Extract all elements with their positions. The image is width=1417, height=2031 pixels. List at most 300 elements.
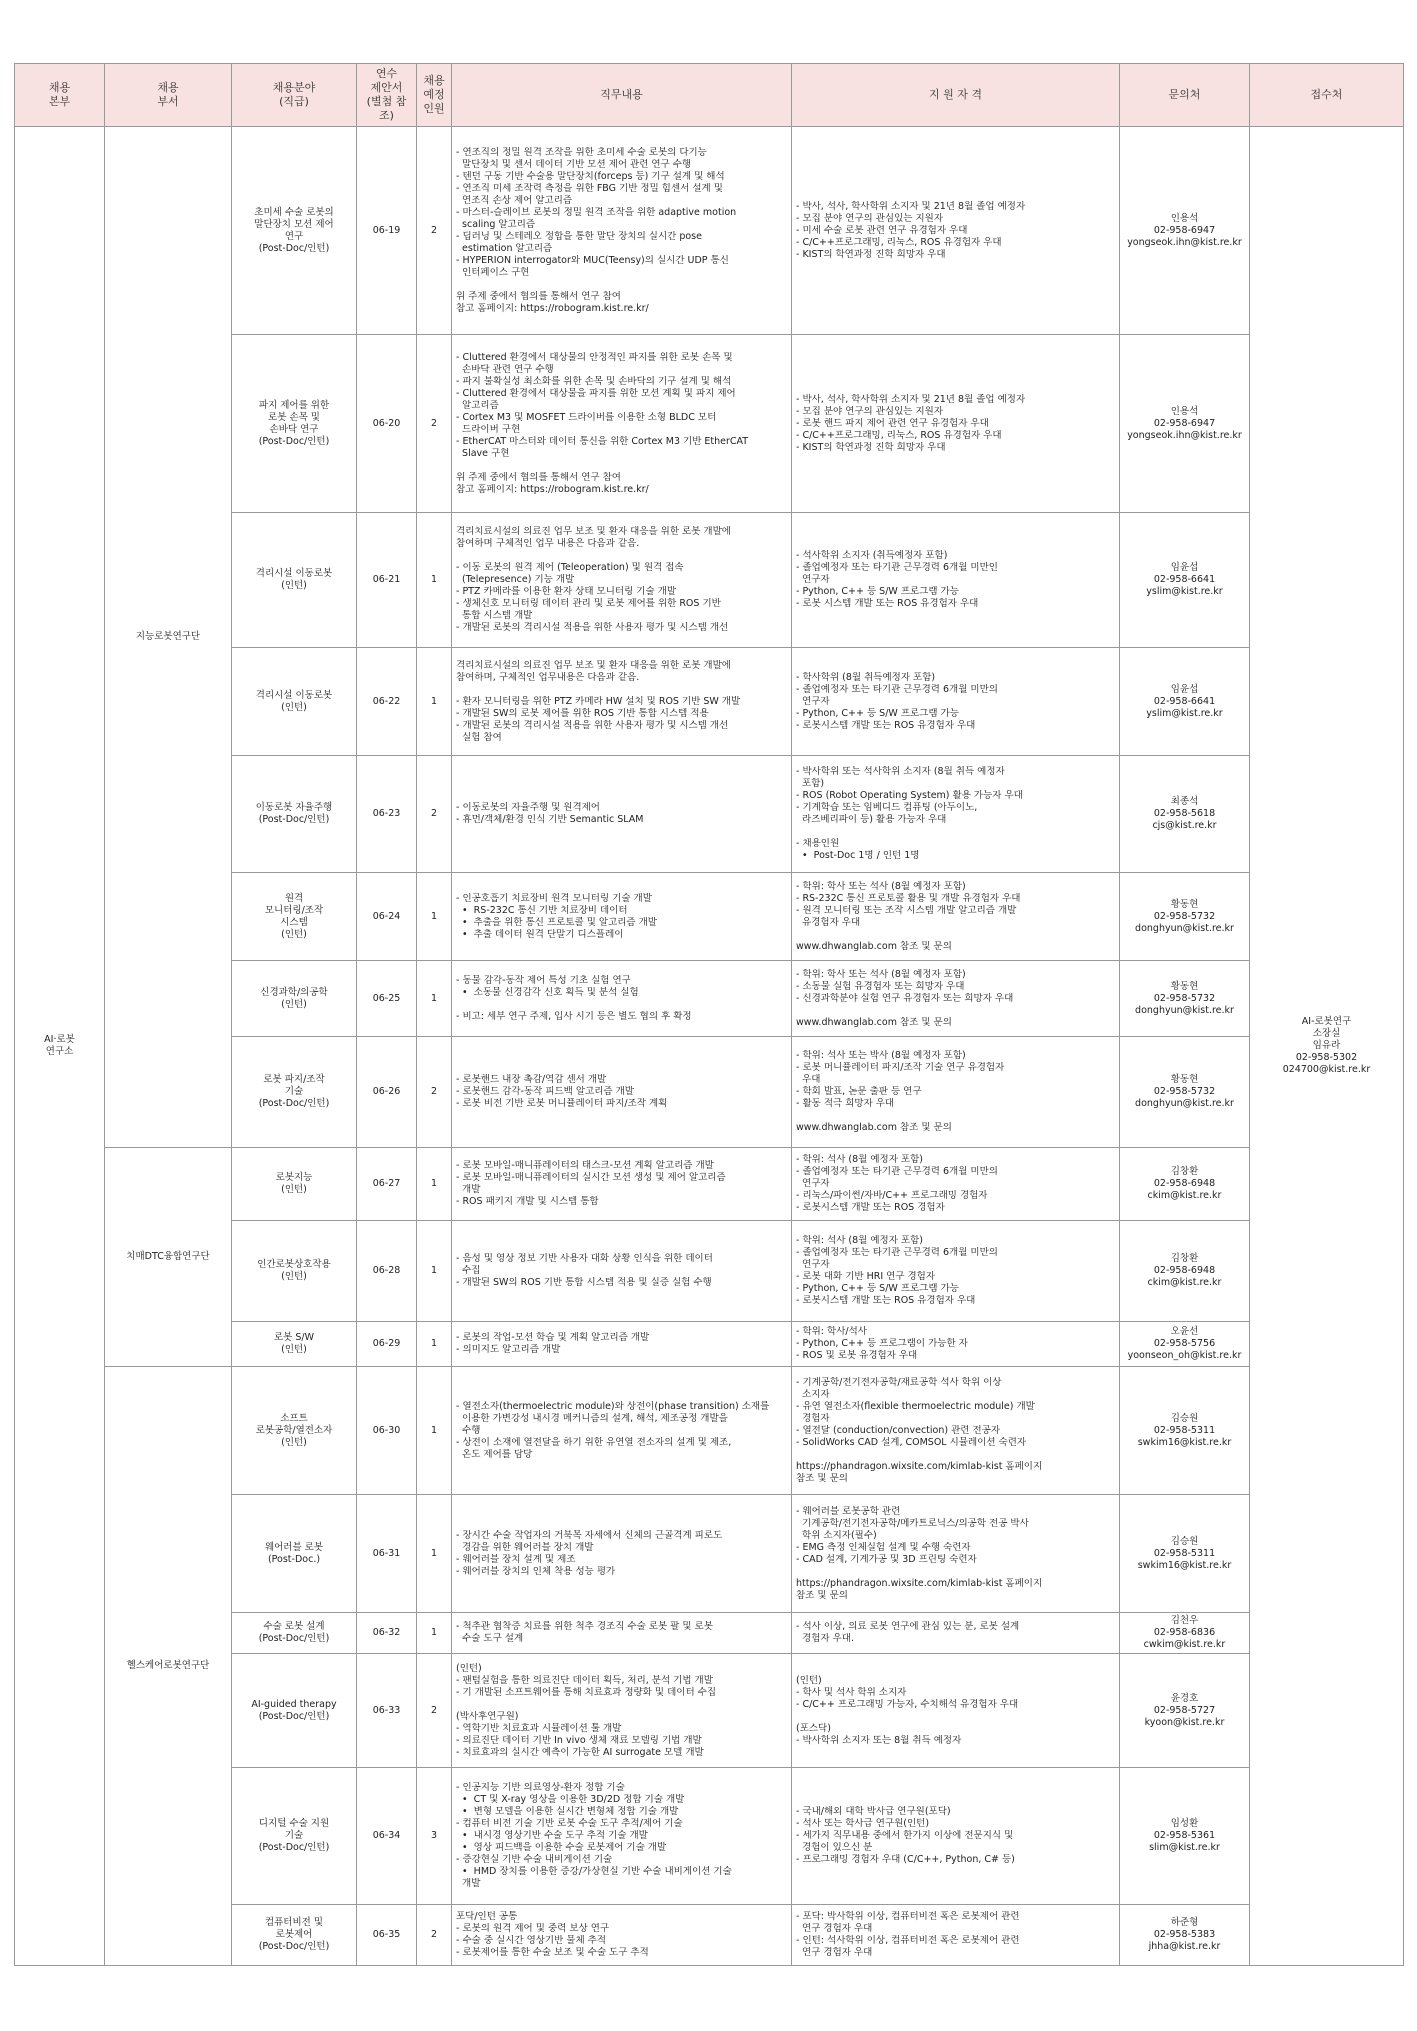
duty-line: - 개발된 로봇의 격리시설 적용을 위한 사용자 평가 및 시스템 개선 [456, 719, 729, 731]
hire-count: 1 [417, 1613, 452, 1654]
proposal-code: 06-27 [357, 1148, 417, 1221]
duty-line: • 추출을 위한 통신 프로토콜 및 알고리즘 개발 [456, 916, 657, 928]
duty-line: - 텐던 구동 기반 수술용 말단장치(forceps 등) 기구 설계 및 해석 [456, 170, 725, 182]
qualifications-cell [792, 1367, 1120, 1495]
table-row [15, 1148, 1404, 1221]
duty-line: (Telepresence) 기능 개발 [456, 574, 575, 585]
qualification-line: - RS-232C 통신 프로토콜 활용 및 개발 유경험자 우대 [796, 892, 1021, 904]
duty-line: • 내시경 영상기반 수술 도구 추적 기술 개발 [456, 1830, 648, 1841]
qualification-line: - 프로그래밍 경험자 우대 (C/C++, Python, C# 등) [796, 1854, 1015, 1865]
duty-line: - 웨어러블 장치의 인체 착용 성능 평가 [456, 1565, 616, 1577]
field-cell: 신경과학/의공학 (인턴) [232, 961, 357, 1037]
duty-line: - 로봇의 작업-모션 학습 및 계획 알고리즘 개발 [456, 1332, 650, 1343]
duty-line: - 열전소자(thermoelectric module)와 상전이(phase transition) 소재를 [456, 1400, 770, 1412]
field-cell: 컴퓨터비전 및 로봇제어 (Post-Doc/인턴) [232, 1905, 357, 1966]
qualification-line: 기계공학/전기전자공학/메카트로닉스/의공학 전공 박사 [796, 1517, 1029, 1529]
qualification-line: - 박사, 석사, 학사학위 소지자 및 21년 8월 졸업 예정자 [796, 200, 1026, 212]
duty-line: - 척추관 협착증 치료를 위한 척추 경조직 수술 로봇 팔 및 로봇 [456, 1621, 713, 1632]
duty-line: scaling 알고리즘 [456, 218, 536, 230]
duty-line: 수행 [456, 1424, 481, 1436]
duties-cell [452, 1654, 792, 1768]
qualification-line: 라즈베리파이 등) 활용 가능자 우대 [796, 814, 947, 825]
duty-line: - 생체신호 모니터링 데이터 관리 및 로봇 제어를 위한 ROS 기반 [456, 598, 721, 609]
contact-cell: 김승원 02-958-5311 swkim16@kist.re.kr [1120, 1367, 1250, 1495]
duty-line: - 딥러닝 및 스테레오 정합을 통한 말단 장치의 실시간 pose [456, 230, 702, 242]
duty-line: 위 주제 중에서 협의를 통해서 연구 참여 [456, 471, 621, 483]
proposal-code: 06-30 [357, 1367, 417, 1495]
qualification-line: - 로봇시스템 개발 또는 ROS 경험자 [796, 1202, 945, 1213]
qualifications-cell [792, 513, 1120, 648]
duty-line: - 의미지도 알고리즘 개발 [456, 1344, 561, 1355]
qualification-line: - KIST의 학연과정 진학 희망자 우대 [796, 248, 946, 260]
duties-cell [452, 513, 792, 648]
hire-count: 1 [417, 961, 452, 1037]
hire-count: 1 [417, 1221, 452, 1322]
qualification-line: (인턴) [796, 1674, 822, 1686]
duty-line: - 개발된 로봇의 격리시설 적용을 위한 사용자 평가 및 시스템 개선 [456, 622, 729, 633]
qualification-line: 학위 소지자(필수) [796, 1529, 877, 1541]
qualification-line: - 학사 및 석사 학위 소지자 [796, 1686, 907, 1698]
qualification-line: 경험자 우대. [796, 1633, 854, 1644]
contact-cell: 황동현 02-958-5732 donghyun@kist.re.kr [1120, 961, 1250, 1037]
duty-line: 경감을 위한 웨어러블 장치 개발 [456, 1541, 594, 1553]
field-cell: 소프트 로봇공학/열전소자 (인턴) [232, 1367, 357, 1495]
qualification-line: - 국내/해외 대학 박사급 연구원(포닥) [796, 1806, 951, 1817]
qualification-line: - 박사학위 또는 석사학위 소지자 (8월 취득 예정자 [796, 766, 1005, 777]
duty-line: - 증강현실 기반 수술 내비게이션 기술 [456, 1854, 613, 1865]
qualification-line: - SolidWorks CAD 설계, COMSOL 시뮬레이션 숙련자 [796, 1436, 1027, 1448]
proposal-code: 06-20 [357, 335, 417, 513]
field-cell: AI-guided therapy (Post-Doc/인턴) [232, 1654, 357, 1768]
duty-line: 통합 시스템 개발 [456, 610, 533, 621]
field-cell: 수술 로봇 설계 (Post-Doc/인턴) [232, 1613, 357, 1654]
duty-line: 손바닥 관련 연구 수행 [456, 363, 554, 375]
duties-cell [452, 1495, 792, 1613]
table-row [15, 1367, 1404, 1495]
hire-count: 2 [417, 756, 452, 873]
header-row [15, 64, 1404, 127]
qualification-line: - 웨어러블 로봇공학 관련 [796, 1505, 901, 1517]
qualification-line: - 로봇 머니퓰레이터 파지/조작 기술 연구 유경험자 [796, 1062, 1005, 1073]
qualification-line: - 졸업예정자 또는 타기관 근무경력 6개월 미만의 [796, 683, 998, 695]
duty-line: - 로봇 비전 기반 로봇 머니퓰레이터 파지/조작 계획 [456, 1098, 668, 1109]
duty-line: 실험 참여 [456, 731, 502, 743]
qualification-line: - C/C++ 프로그래밍 가능자, 수치해석 유경험자 우대 [796, 1698, 1019, 1710]
contact-cell: 임윤섭 02-958-6641 yslim@kist.re.kr [1120, 648, 1250, 756]
contact-cell: 김승원 02-958-5311 swkim16@kist.re.kr [1120, 1495, 1250, 1613]
qualification-line: - Python, C++ 등 프로그램이 가능한 자 [796, 1338, 968, 1349]
qualification-line: - 유연 열전소자(flexible thermoelectric module) 개발 [796, 1400, 1035, 1412]
qualification-line: - 학위: 석사 (8월 예정자 포함) [796, 1154, 923, 1165]
duty-line: - 로봇핸드 내장 촉감/역감 센서 개발 [456, 1074, 607, 1085]
header-reception: 접수처 [1250, 64, 1404, 127]
contact-cell: 하준형 02-958-5383 jhha@kist.re.kr [1120, 1905, 1250, 1966]
qualification-line: 연구자 [796, 1178, 830, 1189]
qualifications-cell [792, 1322, 1120, 1367]
field-cell: 원격 모니터링/조작 시스템 (인턴) [232, 873, 357, 961]
duty-line: (박사후연구원) [456, 1710, 519, 1722]
field-cell: 로봇지능 (인턴) [232, 1148, 357, 1221]
duty-line: 말단장치 및 센서 데이터 기반 모션 제어 관련 연구 수행 [456, 158, 692, 170]
qualification-line: - 포닥: 박사학위 이상, 컴퓨터비전 혹은 로봇제어 관련 [796, 1911, 1020, 1922]
duties-cell [452, 1768, 792, 1905]
qualifications-cell [792, 1221, 1120, 1322]
qualification-line: - ROS (Robot Operating System) 활용 가능자 우대 [796, 790, 1023, 801]
qualification-line: - 학회 발표, 논문 출판 등 연구 [796, 1086, 922, 1097]
duty-line: - 연조직 미세 조작력 측정을 위한 FBG 기반 정밀 힘센서 설계 및 [456, 182, 723, 194]
qualification-line: - 열전달 (conduction/convection) 관련 전공자 [796, 1424, 1001, 1436]
duty-line: - 로봇제어를 통한 수술 보조 및 수술 도구 추적 [456, 1947, 649, 1958]
duty-line: • RS-232C 통신 기반 치료장비 데이터 [456, 904, 628, 916]
qualification-line: - 인턴: 석사학위 이상, 컴퓨터비전 혹은 로봇제어 관련 [796, 1935, 1020, 1946]
duty-line [456, 684, 787, 696]
qualification-line: www.dhwanglab.com 참조 및 문의 [796, 1122, 952, 1133]
qualification-line: - 박사, 석사, 학사학위 소지자 및 21년 8월 졸업 예정자 [796, 393, 1026, 405]
duty-line [456, 279, 787, 291]
duty-line: - 로봇 모바일-매니퓨레이터의 태스크-모션 계획 알고리즘 개발 [456, 1160, 714, 1171]
duties-cell [452, 961, 792, 1037]
qualification-line: - 졸업예정자 또는 타기관 근무경력 6개월 미만의 [796, 1166, 998, 1177]
duty-line: • 추출 데이터 원격 단말기 디스플레이 [456, 928, 624, 940]
duties-cell [452, 1322, 792, 1367]
duty-line: - 음성 및 영상 정보 기반 사용자 대화 상황 인식을 위한 데이터 [456, 1253, 713, 1264]
duty-line: • 영상 피드백을 이용한 수술 로봇제어 기술 개발 [456, 1842, 667, 1853]
duty-line: 격리치료시설의 의료진 업무 보조 및 환자 대응을 위한 로봇 개발에 [456, 526, 731, 537]
duty-line: 수술 도구 설계 [456, 1633, 524, 1644]
duty-line: - 이동로봇의 자율주행 및 원격제어 [456, 802, 600, 813]
hire-count: 1 [417, 1148, 452, 1221]
duty-line: - 휴먼/객체/환경 인식 기반 Semantic SLAM [456, 814, 644, 825]
proposal-code: 06-33 [357, 1654, 417, 1768]
field-cell: 이동로봇 자율주행 (Post-Doc/인턴) [232, 756, 357, 873]
duty-line: - EtherCAT 마스터와 데이터 통신을 위한 Cortex M3 기반 EtherCAT [456, 435, 749, 447]
qualification-line: - 모집 분야 연구의 관심있는 지원자 [796, 405, 944, 417]
qualification-line [796, 1711, 1115, 1723]
field-cell: 로봇 파지/조작 기술 (Post-Doc/인턴) [232, 1037, 357, 1148]
duty-line: Slave 구현 [456, 447, 510, 459]
qualification-line: - 학위: 학사 또는 석사 (8월 예정자 포함) [796, 880, 966, 892]
proposal-code: 06-19 [357, 127, 417, 335]
duty-line: 참여하며 구체적인 업무 내용은 다음과 같음. [456, 538, 640, 549]
field-cell: 초미세 수술 로봇의 말단장치 모션 제어 연구 (Post-Doc/인턴) [232, 127, 357, 335]
duty-line: - 개발된 SW의 ROS 기반 통합 시스템 적용 및 실증 실험 수행 [456, 1277, 712, 1288]
duty-line [456, 460, 787, 472]
qualification-line: - 학위: 석사 (8월 예정자 포함) [796, 1235, 923, 1246]
qualification-line: - C/C++프로그래밍, 리눅스, ROS 유경험자 우대 [796, 429, 1002, 441]
qualifications-cell [792, 1037, 1120, 1148]
qualification-line [796, 1566, 1115, 1578]
proposal-code: 06-25 [357, 961, 417, 1037]
qualification-line: - 원격 모니터링 또는 조작 시스템 개발 알고리즘 개발 [796, 904, 1017, 916]
qualification-line: - 박사학위 소지자 또는 8월 취득 예정자 [796, 1734, 962, 1746]
proposal-code: 06-26 [357, 1037, 417, 1148]
duties-cell [452, 1905, 792, 1966]
qualification-line: - 학위: 학사/석사 [796, 1326, 867, 1337]
hire-count: 1 [417, 648, 452, 756]
qualification-line: - 채용인원 [796, 838, 840, 849]
duty-line: - 역학기반 치료효과 시뮬레이션 툴 개발 [456, 1722, 622, 1734]
department-cell: 헬스케어로봇연구단 [105, 1367, 232, 1966]
qualification-line: - 로봇시스템 개발 또는 ROS 유경험자 우대 [796, 1295, 976, 1306]
duty-line [456, 550, 787, 562]
duty-line: 참여하며, 구체적인 업무내용은 다음과 같음. [456, 671, 640, 683]
qualification-line: 연구자 [796, 695, 830, 707]
duty-line: - 웨어러블 장치 설계 및 제조 [456, 1553, 576, 1565]
duty-line: • 변형 모델을 이용한 실시간 변형체 정합 기술 개발 [456, 1806, 679, 1817]
duty-line: - 인공호흡기 치료장비 원격 모니터링 기술 개발 [456, 892, 652, 904]
qualification-line: www.dhwanglab.com 참조 및 문의 [796, 1016, 952, 1028]
qualifications-cell [792, 335, 1120, 513]
header-duties: 직무내용 [452, 64, 792, 127]
contact-cell: 임성환 02-958-5361 slim@kist.re.kr [1120, 1768, 1250, 1905]
qualification-line: - ROS 및 로봇 유경험자 우대 [796, 1350, 918, 1361]
qualifications-cell [792, 1148, 1120, 1221]
contact-cell: 김창환 02-958-6948 ckim@kist.re.kr [1120, 1221, 1250, 1322]
proposal-code: 06-29 [357, 1322, 417, 1367]
duties-cell [452, 127, 792, 335]
qualification-line: 참조 및 문의 [796, 1589, 848, 1601]
contact-cell: 오윤선 02-958-5756 yoonseon_oh@kist.re.kr [1120, 1322, 1250, 1367]
hire-count: 2 [417, 335, 452, 513]
duties-cell [452, 1148, 792, 1221]
qualifications-cell [792, 1495, 1120, 1613]
duty-line: (인턴) [456, 1662, 482, 1674]
duty-line: estimation 알고리즘 [456, 242, 553, 254]
qualification-line: - CAD 설계, 기계가공 및 3D 프린팅 숙련자 [796, 1553, 977, 1565]
qualification-line: 연구 경험자 우대 [796, 1923, 873, 1934]
field-cell: 로봇 S/W (인턴) [232, 1322, 357, 1367]
duty-line: 개발 [456, 1878, 481, 1889]
duty-line [456, 999, 787, 1011]
contact-cell: 황동현 02-958-5732 donghyun@kist.re.kr [1120, 873, 1250, 961]
contact-cell: 윤경호 02-958-5727 kyoon@kist.re.kr [1120, 1654, 1250, 1768]
duties-cell [452, 335, 792, 513]
qualification-line: - 학사학위 (8월 취득예정자 포함) [796, 671, 936, 683]
qualification-line: - 미세 수술 로봇 관련 연구 유경험자 우대 [796, 224, 968, 236]
duty-line: 참고 홈페이지: https://robogram.kist.re.kr/ [456, 483, 649, 495]
qualification-line: - KIST의 학연과정 진학 희망자 우대 [796, 441, 946, 453]
qualification-line: - 로봇 핸드 파지 제어 관련 연구 유경험자 우대 [796, 417, 989, 429]
contact-cell: 최종석 02-958-5618 cjs@kist.re.kr [1120, 756, 1250, 873]
duty-line: 위 주제 중에서 협의를 통해서 연구 참여 [456, 290, 621, 302]
duties-cell [452, 1367, 792, 1495]
hire-count: 1 [417, 1495, 452, 1613]
proposal-code: 06-28 [357, 1221, 417, 1322]
duties-cell [452, 1613, 792, 1654]
duty-line: - 상전이 소재에 열전달을 하기 위한 유연열 전소자의 설계 및 제조, [456, 1436, 732, 1448]
hire-count: 2 [417, 1905, 452, 1966]
duty-line [456, 1699, 787, 1711]
duty-line: - 수술 중 실시간 영상기반 물체 추적 [456, 1935, 607, 1946]
hire-count: 2 [417, 1037, 452, 1148]
recruitment-table [14, 63, 1404, 1966]
division-cell: AI·로봇 연구소 [15, 127, 105, 1966]
proposal-code: 06-31 [357, 1495, 417, 1613]
qualification-line: - 로봇 대화 기반 HRI 연구 경험자 [796, 1271, 936, 1282]
duty-line: - 이동 로봇의 원격 제어 (Teleoperation) 및 원격 접속 [456, 562, 684, 573]
qualification-line: - 세가지 직무내용 중에서 한가지 이상에 전문지식 및 [796, 1830, 1014, 1841]
qualification-line: 연구 경험자 우대 [796, 1947, 873, 1958]
duty-line: 격리치료시설의 의료진 업무 보조 및 환자 대응을 위한 로봇 개발에 [456, 659, 731, 671]
duty-line: - 팬텀실험을 통한 의료진단 데이터 획득, 처리, 분석 기법 개발 [456, 1674, 713, 1686]
duty-line: 수집 [456, 1265, 481, 1276]
header-field: 채용분야 (직급) [232, 64, 357, 127]
duty-line: - 치료효과의 실시간 예측이 가능한 AI surrogate 모델 개발 [456, 1746, 704, 1758]
hire-count: 1 [417, 873, 452, 961]
duty-line: - Cluttered 환경에서 대상물을 파지를 위한 모션 계획 및 파지 제어 [456, 387, 736, 399]
proposal-code: 06-32 [357, 1613, 417, 1654]
duty-line: - 기 개발된 소프트웨어를 통해 치료효과 정량화 및 데이터 수집 [456, 1686, 717, 1698]
qualification-line: 우대 [796, 1074, 821, 1085]
qualification-line: https://phandragon.wixsite.com/kimlab-kist 홈페이지 [796, 1577, 1043, 1589]
duty-line: 드라이버 구현 [456, 423, 521, 435]
duty-line: - 인공지능 기반 의료영상-환자 정합 기술 [456, 1782, 625, 1793]
qualification-line: - 모집 분야 연구의 관심있는 지원자 [796, 212, 944, 224]
duty-line: - 컴퓨터 비전 기술 기반 로봇 수술 도구 추적/제어 기술 [456, 1818, 683, 1829]
proposal-code: 06-23 [357, 756, 417, 873]
duties-cell [452, 648, 792, 756]
duty-line: - 로봇의 원격 제어 및 중력 보상 연구 [456, 1923, 610, 1934]
duty-line: - ROS 패키지 개발 및 시스템 통합 [456, 1196, 599, 1207]
qualification-line: - 로봇시스템 개발 또는 ROS 유경험자 우대 [796, 719, 976, 731]
duty-line: - 로봇 모바일-매니퓨레이터의 실시간 모션 생성 및 제어 알고리즘 [456, 1172, 726, 1183]
qualification-line: - 리눅스/파이썬/자바/C++ 프로그래밍 경험자 [796, 1190, 988, 1201]
department-cell: 지능로봇연구단 [105, 127, 232, 1148]
duty-line: - 마스터-슬레이브 로봇의 정밀 원격 조작을 위한 adaptive motion [456, 206, 737, 218]
qualification-line: - 학위: 학사 또는 석사 (8월 예정자 포함) [796, 968, 966, 980]
proposal-code: 06-34 [357, 1768, 417, 1905]
duties-cell [452, 1037, 792, 1148]
hire-count: 1 [417, 513, 452, 648]
qualification-line: - 졸업예정자 또는 타기관 근무경력 6개월 미만의 [796, 1247, 998, 1258]
qualifications-cell [792, 648, 1120, 756]
header-department: 채용 부서 [105, 64, 232, 127]
qualifications-cell [792, 961, 1120, 1037]
hire-count: 2 [417, 127, 452, 335]
proposal-code: 06-21 [357, 513, 417, 648]
qualification-line: 유경험자 우대 [796, 916, 861, 928]
proposal-code: 06-24 [357, 873, 417, 961]
qualification-line: - 활동 적극 희망자 우대 [796, 1098, 895, 1109]
hire-count: 2 [417, 1654, 452, 1768]
qualification-line: 참조 및 문의 [796, 1472, 848, 1484]
duty-line: - PTZ 카메라를 이용한 환자 상태 모니터링 기술 개발 [456, 586, 676, 597]
duty-line: - 환자 모니터링을 위한 PTZ 카메라 HW 설치 및 ROS 기반 SW 개발 [456, 695, 741, 707]
qualification-line [796, 1110, 1115, 1122]
duty-line: 개발 [456, 1184, 481, 1195]
qualification-line: - EMG 측정 인체실험 설계 및 수행 숙련자 [796, 1541, 971, 1553]
qualification-line: 연구자 [796, 1259, 830, 1270]
duty-line: • CT 및 X-ray 영상을 이용한 3D/2D 정합 기술 개발 [456, 1794, 685, 1805]
contact-cell: 인용석 02-958-6947 yongseok.ihn@kist.re.kr [1120, 335, 1250, 513]
qualification-line: 경험자 [796, 1412, 830, 1424]
qualification-line: www.dhwanglab.com 참조 및 문의 [796, 940, 952, 952]
proposal-code: 06-35 [357, 1905, 417, 1966]
hire-count: 1 [417, 1367, 452, 1495]
duty-line: - HYPERION interrogator와 MUC(Teensy)의 실시간 UDP 통신 [456, 254, 729, 266]
qualifications-cell [792, 127, 1120, 335]
duty-line: 참고 홈페이지: https://robogram.kist.re.kr/ [456, 302, 649, 314]
duty-line: • 소동물 신경감각 신호 획득 및 분석 실험 [456, 986, 639, 998]
hire-count: 1 [417, 1322, 452, 1367]
qualification-line [796, 1005, 1115, 1017]
duties-cell [452, 1221, 792, 1322]
qualification-line: - 졸업예정자 또는 타기관 근무경력 6개월 미만인 [796, 562, 998, 573]
reception-cell: AI-로봇연구 소장실 임유라 02-958-5302 024700@kist.re.kr [1250, 127, 1404, 1966]
duty-line: 포닥/인턴 공통 [456, 1911, 518, 1922]
duty-line: 알고리즘 [456, 399, 499, 411]
duty-line: - 비고: 세부 연구 주제, 입사 시기 등은 별도 협의 후 확정 [456, 1010, 692, 1022]
qualification-line: - 기계학습 또는 임베디드 컴퓨팅 (아두이노, [796, 802, 978, 813]
duty-line: 이용한 가변강성 내시경 메커니즘의 설계, 해석, 제조공정 개발을 [456, 1412, 728, 1424]
qualification-line: 경험이 있으신 분 [796, 1842, 873, 1853]
hire-count: 3 [417, 1768, 452, 1905]
qualification-line: - Python, C++ 등 S/W 프로그램 가능 [796, 1283, 959, 1294]
qualification-line: (포스닥) [796, 1722, 831, 1734]
field-cell: 격리시설 이동로봇 (인턴) [232, 648, 357, 756]
qualification-line: - 학위: 석사 또는 박사 (8월 예정자 포함) [796, 1050, 966, 1061]
qualification-line: - C/C++프로그래밍, 리눅스, ROS 유경험자 우대 [796, 236, 1002, 248]
duties-cell [452, 756, 792, 873]
contact-cell: 황동현 02-958-5732 donghyun@kist.re.kr [1120, 1037, 1250, 1148]
qualification-line: - 로봇 시스템 개발 또는 ROS 유경험자 우대 [796, 598, 979, 609]
header-contact: 문의처 [1120, 64, 1250, 127]
qualification-line: - Python, C++ 등 S/W 프로그램 가능 [796, 707, 959, 719]
contact-cell: 김천우 02-958-6836 cwkim@kist.re.kr [1120, 1613, 1250, 1654]
header-qualifications: 지 원 자 격 [792, 64, 1120, 127]
qualification-line: - 석사 이상, 의료 로봇 연구에 관심 있는 분, 로봇 설계 [796, 1621, 1020, 1632]
contact-cell: 김창환 02-958-6948 ckim@kist.re.kr [1120, 1148, 1250, 1221]
field-cell: 디지털 수술 지원 기술 (Post-Doc/인턴) [232, 1768, 357, 1905]
qualification-line: - 석사학위 소지자 (취득예정자 포함) [796, 550, 948, 561]
qualification-line [796, 1449, 1115, 1461]
qualifications-cell [792, 1654, 1120, 1768]
header-proposal: 연수 제안서 (별첨 참조) [357, 64, 417, 127]
qualifications-cell [792, 1613, 1120, 1654]
duty-line: 인터페이스 구현 [456, 266, 530, 278]
qualification-line: 포함) [796, 778, 825, 789]
qualification-line: 연구자 [796, 574, 830, 585]
duty-line: - 의료진단 데이터 기반 In vivo 생체 재료 모델링 기법 개발 [456, 1734, 702, 1746]
qualification-line: - 소동물 실험 유경험자 또는 희망자 우대 [796, 980, 965, 992]
qualifications-cell [792, 873, 1120, 961]
duty-line: - 파지 불확실성 최소화를 위한 손목 및 손바닥의 기구 설계 및 해석 [456, 375, 732, 387]
qualification-line: - 석사 또는 학사급 연구원(인턴) [796, 1818, 930, 1829]
duty-line: - Cortex M3 및 MOSFET 드라이버를 이용한 소형 BLDC 모터 [456, 411, 717, 423]
duty-line: - 장시간 수술 작업자의 거북목 자세에서 신체의 근골격계 피로도 [456, 1529, 723, 1541]
duty-line: • HMD 장치를 이용한 증강/가상현실 기반 수술 내비게이션 기술 [456, 1866, 732, 1877]
contact-cell: 인용석 02-958-6947 yongseok.ihn@kist.re.kr [1120, 127, 1250, 335]
header-division: 채용 본부 [15, 64, 105, 127]
duty-line: - 연조직의 정밀 원격 조작을 위한 초미세 수술 로봇의 다기능 [456, 146, 707, 158]
proposal-code: 06-22 [357, 648, 417, 756]
field-cell: 인간로봇상호작용 (인턴) [232, 1221, 357, 1322]
table-row [15, 127, 1404, 335]
qualification-line: - Python, C++ 등 S/W 프로그램 가능 [796, 586, 959, 597]
duty-line: - 개발된 SW의 로봇 제어를 위한 ROS 기반 통합 시스템 적용 [456, 707, 709, 719]
qualifications-cell [792, 1905, 1120, 1966]
qualification-line: - 기계공학/전기전자공학/재료공학 석사 학위 이상 [796, 1376, 1002, 1388]
contact-cell: 임윤섭 02-958-6641 yslim@kist.re.kr [1120, 513, 1250, 648]
qualification-line [796, 826, 1115, 838]
qualifications-cell [792, 756, 1120, 873]
field-cell: 파지 제어를 위한 로봇 손목 및 손바닥 연구 (Post-Doc/인턴) [232, 335, 357, 513]
qualifications-cell [792, 1768, 1120, 1905]
qualification-line [796, 929, 1115, 941]
duty-line: 온도 제어를 담당 [456, 1448, 533, 1460]
duty-line: 연조직 손상 제어 알고리즘 [456, 194, 573, 206]
duties-cell [452, 873, 792, 961]
